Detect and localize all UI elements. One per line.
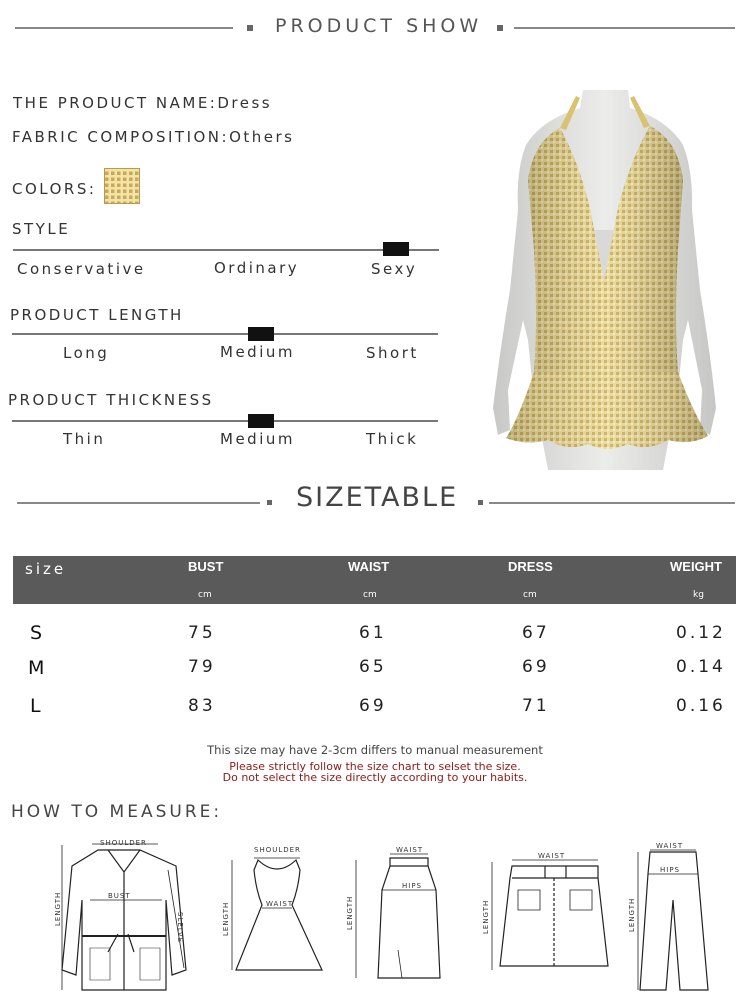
row-waist: 69 xyxy=(359,696,387,716)
style-label-sexy: Sexy xyxy=(371,260,418,278)
thickness-title: PRODUCT THICKNESS xyxy=(8,391,214,409)
svg-text:LENGTH: LENGTH xyxy=(628,897,636,932)
product-photo xyxy=(478,90,733,470)
svg-text:SHOULDER: SHOULDER xyxy=(254,846,301,854)
measure-diagrams xyxy=(0,830,750,1000)
svg-text:WAIST: WAIST xyxy=(396,846,424,854)
row-bust: 75 xyxy=(188,623,216,643)
row-weight: 0.14 xyxy=(676,657,726,677)
sizetable-dot-right xyxy=(478,500,483,505)
length-scale-marker xyxy=(248,327,274,341)
mannequin-dress-image xyxy=(478,90,733,470)
col-waist: WAIST xyxy=(348,559,390,574)
style-title: STYLE xyxy=(12,220,71,238)
row-bust: 83 xyxy=(188,696,216,716)
sizetable-rule-left xyxy=(17,502,260,504)
row-dress: 67 xyxy=(522,623,550,643)
how-to-measure-title: HOW TO MEASURE: xyxy=(11,802,223,822)
measurement-note: This size may have 2-3cm differs to manual measurement xyxy=(207,743,543,757)
style-label-conservative: Conservative xyxy=(17,260,146,278)
length-label-medium: Medium xyxy=(220,343,295,361)
svg-text:HIPS: HIPS xyxy=(402,882,422,890)
length-scale-line xyxy=(12,333,438,335)
size-table-header xyxy=(13,556,736,604)
header-dot-left xyxy=(247,25,253,31)
page-title: PRODUCT SHOW xyxy=(275,15,483,37)
svg-text:BUST: BUST xyxy=(108,892,131,900)
row-dress: 69 xyxy=(522,657,550,677)
svg-text:WAIST: WAIST xyxy=(656,842,684,850)
svg-text:WAIST: WAIST xyxy=(538,852,566,860)
length-label-long: Long xyxy=(63,344,110,362)
unit-waist: cm xyxy=(363,590,377,600)
style-scale-line xyxy=(13,249,439,251)
coat-diagram xyxy=(54,839,186,990)
row-size: L xyxy=(30,695,41,717)
header-dot-right xyxy=(497,25,503,31)
thickness-scale-marker xyxy=(248,414,274,428)
size-warning-2: Do not select the size directly according to your habits. xyxy=(222,771,528,784)
shorts-diagram xyxy=(482,852,608,970)
svg-text:LENGTH: LENGTH xyxy=(346,895,354,930)
row-weight: 0.16 xyxy=(676,696,726,716)
thickness-label-thick: Thick xyxy=(366,430,419,448)
fabric-composition: FABRIC COMPOSITION:Others xyxy=(12,128,295,146)
skirt-diagram xyxy=(346,846,440,978)
sizetable-title: SIZETABLE xyxy=(296,482,459,513)
size-warning-1: Please strictly follow the size chart to selset the size. xyxy=(229,760,521,773)
unit-weight: kg xyxy=(693,590,704,600)
thickness-label-thin: Thin xyxy=(63,430,106,448)
header-rule-left xyxy=(15,27,233,29)
length-title: PRODUCT LENGTH xyxy=(10,306,184,324)
svg-text:WAIST: WAIST xyxy=(266,900,294,908)
svg-text:LENGTH: LENGTH xyxy=(54,891,62,926)
col-dress: DRESS xyxy=(508,559,553,574)
unit-bust: cm xyxy=(198,590,212,600)
row-weight: 0.12 xyxy=(676,623,726,643)
col-size: size xyxy=(25,560,67,578)
svg-text:HIPS: HIPS xyxy=(660,866,680,874)
style-scale-marker xyxy=(383,242,409,256)
product-name: THE PRODUCT NAME:Dress xyxy=(13,94,273,112)
col-bust: BUST xyxy=(188,559,224,574)
row-dress: 71 xyxy=(522,696,550,716)
svg-text:SLELVE: SLELVE xyxy=(176,912,184,944)
svg-text:LENGTH: LENGTH xyxy=(482,899,490,934)
dress-diagram xyxy=(222,846,322,970)
color-swatch[interactable] xyxy=(104,168,140,204)
svg-text:LENGTH: LENGTH xyxy=(222,901,230,936)
row-bust: 79 xyxy=(188,657,216,677)
style-label-ordinary: Ordinary xyxy=(214,259,300,277)
thickness-label-medium: Medium xyxy=(220,430,295,448)
row-waist: 61 xyxy=(359,623,387,643)
sizetable-rule-right xyxy=(489,502,735,504)
length-label-short: Short xyxy=(366,344,419,362)
row-size: M xyxy=(28,657,45,679)
header-rule-right xyxy=(514,27,735,29)
thickness-scale-line xyxy=(12,420,438,422)
sizetable-dot-left xyxy=(267,500,272,505)
row-size: S xyxy=(30,622,43,644)
colors-label: COLORS: xyxy=(12,180,97,198)
col-weight: WEIGHT xyxy=(670,559,722,574)
pants-diagram xyxy=(628,842,708,990)
row-waist: 65 xyxy=(359,657,387,677)
svg-text:SHOULDER: SHOULDER xyxy=(100,839,147,847)
unit-dress: cm xyxy=(523,590,537,600)
